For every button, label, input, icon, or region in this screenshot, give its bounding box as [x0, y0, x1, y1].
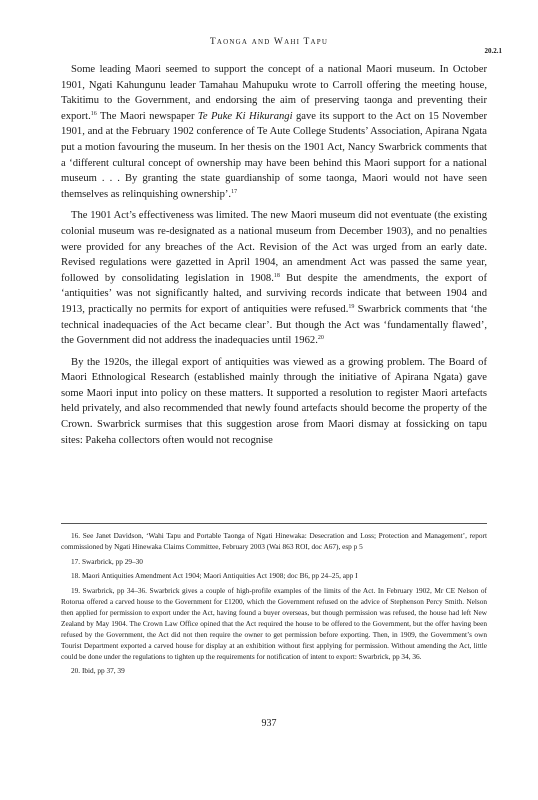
footnote: 17. Swarbrick, pp 29–30 [71, 556, 143, 566]
footnote: 20. Ibid, pp 37, 39 [71, 666, 125, 675]
footnote: 16. See Janet Davidson, ‘Wahi Tapu and Portable Taonga of Ngati Hinewaka: Desecration and Loss; Protection and Management’, report commissioned by Ngati Hinewaka Claims Committee, February 2003 (Wai 863 ROI, doc A67), esp p 5 [61, 531, 487, 551]
italic-title: Te Puke Ki Hikurangi [197, 110, 293, 122]
page-number: 937 [261, 718, 277, 729]
footnote-ref: 20 [317, 335, 324, 342]
text-run: Swarbrick comments that ‘the technical inadequacies of the Act became clear’. But though the Act was ‘fundamentally flawed’, the Government did not address the inadequacies until 1962. [61, 303, 487, 347]
footnote-rule [61, 523, 487, 524]
body-paragraph [61, 208, 487, 348]
footnote-ref: 17 [231, 188, 238, 195]
footnote-ref: 18 [273, 272, 280, 279]
body-text [61, 62, 487, 454]
footnote: 18. Maori Antiquities Amendment Act 1904; Maori Antiquities Act 1908; doc B6, pp 24–25, app I [71, 571, 358, 580]
section-number: 20.2.1 [484, 47, 502, 55]
running-head: Taonga and Wahi Tapu [209, 37, 329, 47]
text-run: But despite the amendments, the export of ‘antiquities’ was not significantly halted, and surviving records indicate that between 1904 and 1913, practically no permits for export of antiquities were refused. [61, 272, 487, 315]
footnote: 19. Swarbrick, pp 34–36. Swarbrick gives a couple of high-profile examples of the limits of the Act. In February 1902, Mr CE Nelson of Rotorua offered a carved house to the Government for £1200, which the Government refused on the advice of Stephenson Percy Smith. Nelson then applied for permission to export under the Act, having found a buyer overseas, but though permission was refused, the house had left New Zealand by May 1904. The Crown Law Office opined that the Act required the house to be offered to the Government, but the offer having been refused by the Government, the Act did not then require the owner to get permission before exporting. Then, in 1909, the Government’s own Tourist Department exported a carved house for display at an exhibition without first applying for permission. Without amending the Act, little could be done under the regulations to tighten up the requirements for notification of intent to export: Swarbrick, pp 34, 36. [61, 585, 487, 661]
body-paragraph [61, 355, 487, 449]
footnote-ref: 19 [348, 303, 355, 310]
footnotes [61, 530, 487, 680]
body-paragraph [61, 62, 487, 202]
text-run: By the 1920s, the illegal export of antiquities was viewed as a growing problem. The Board of Maori Ethnological Research (established mainly through the initiative of Apirana Ngata) gave some Maori input into policy on these matters. It supported a resolution to register Maori artefacts held privately, and also recommended that newly found artefacts should become the property of the Crown. Swarbrick surmises that this suggestion arose from Maori dismay at fossicking on tapu sites: Pakeha collectors often would not recognise [61, 356, 487, 446]
footnote-ref: 16 [90, 110, 97, 117]
text-run: Some leading Maori seemed to support the concept of a national Maori museum. In October 1901, Ngati Kahungunu leader Tamahau Mahupuku wrote to Carroll offering the meeting house, Takitimu to the Government, and endorsing the aim of preserving taonga and preventing their export. [61, 64, 487, 122]
text-run: The 1901 Act’s effectiveness was limited. The new Maori museum did not eventuate (the existing colonial museum was re-designated as a national museum from December 1903), and no penalties were provided for any breaches of the Act. Revision of the Act was urged from an early date. Revised regulations were gazetted in April 1904, an amendment Act was passed the same year, followed by consolidating legislation in 1908. [61, 210, 487, 284]
text-run: gave its support to the Act on 15 November 1901, and at the February 1902 conference of Te Aute College Students’ Association, Apirana Ngata put a motion favouring the museum. In her thesis on the 1901 Act, Nancy Swarbrick comments that a ‘different cultural concept of ownership may have been behind this Maori support for a national museum . . . By granting the state guardianship of some taonga, Maori would not have seen themselves as relinquishing ownership’. [61, 110, 487, 200]
text-run: The Maori newspaper [96, 110, 198, 122]
